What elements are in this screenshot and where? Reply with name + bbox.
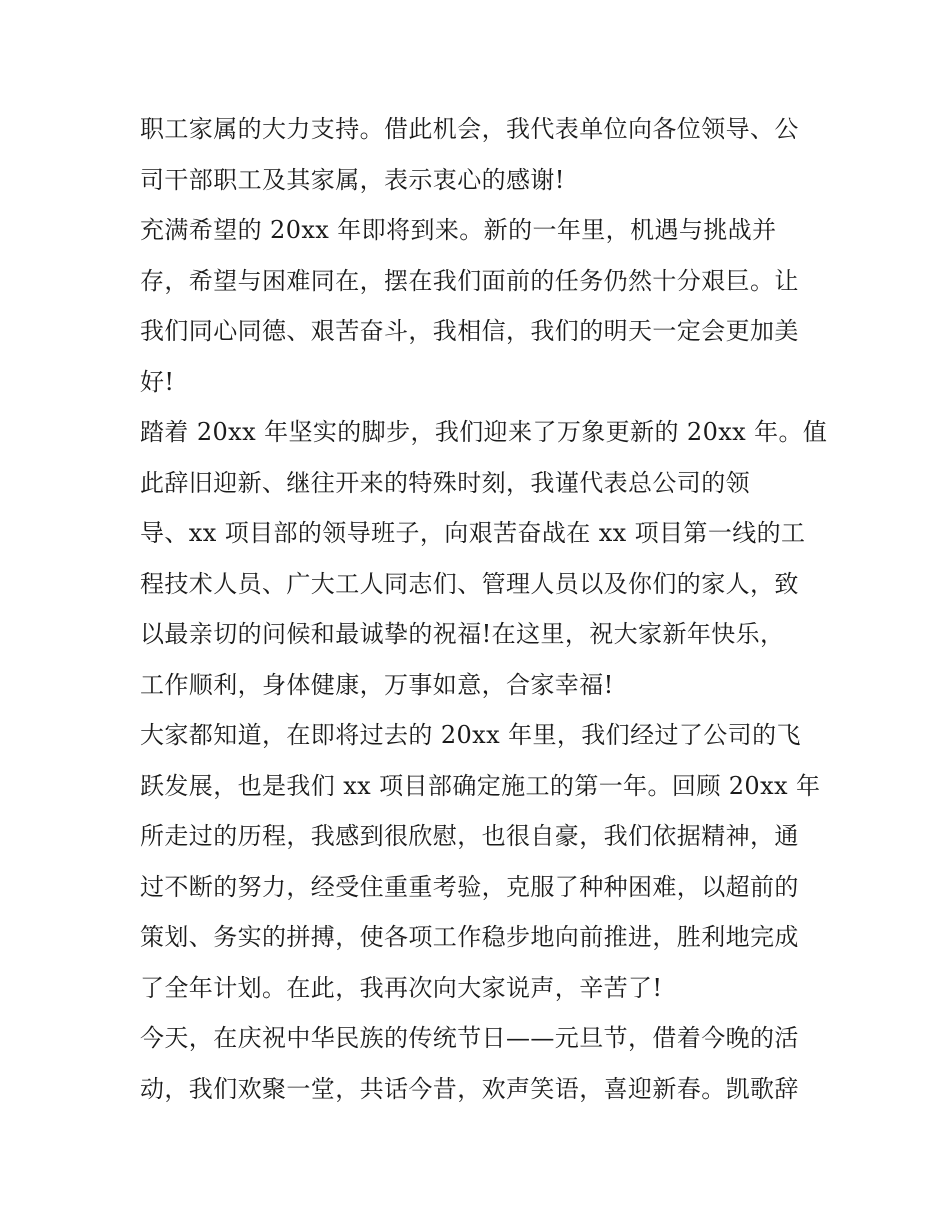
text-line: 踏着 20xx 年坚实的脚步，我们迎来了万象更新的 20xx 年。值 — [140, 418, 828, 446]
text-line: 职工家属的大力支持。借此机会，我代表单位向各位领导、公 — [140, 115, 799, 143]
text-line: 所走过的历程，我感到很欣慰，也很自豪，我们依据精神，通 — [140, 822, 799, 850]
text-line: 工作顺利，身体健康，万事如意，合家幸福! — [140, 670, 614, 699]
text-line: 今天，在庆祝中华民族的传统节日——元旦节，借着今晚的活 — [140, 1024, 799, 1052]
text-line: 策划、务实的拼搏，使各项工作稳步地向前推进，胜利地完成 — [140, 923, 799, 951]
text-line: 动，我们欢聚一堂，共话今昔，欢声笑语，喜迎新春。凯歌辞 — [140, 1074, 799, 1103]
text-line: 好! — [140, 367, 175, 396]
text-line: 司干部职工及其家属，表示衷心的感谢! — [140, 165, 565, 194]
text-line: 导、xx 项目部的领导班子，向艰苦奋战在 xx 项目第一线的工 — [140, 519, 806, 547]
text-line: 了全年计划。在此，我再次向大家说声，辛苦了! — [140, 973, 663, 1002]
text-line: 充满希望的 20xx 年即将到来。新的一年里，机遇与挑战并 — [140, 216, 777, 244]
text-line: 跃发展，也是我们 xx 项目部确定施工的第一年。回顾 20xx 年 — [140, 771, 821, 800]
text-line: 过不断的努力，经受住重重考验，克服了种种困难，以超前的 — [140, 872, 799, 901]
text-line: 大家都知道，在即将过去的 20xx 年里，我们经过了公司的飞 — [140, 721, 801, 749]
text-line: 存，希望与困难同在，摆在我们面前的任务仍然十分艰巨。让 — [140, 266, 799, 295]
text-line: 我们同心同德、艰苦奋斗，我相信，我们的明天一定会更加美 — [140, 317, 799, 345]
document-body — [140, 104, 828, 1114]
text-line: 程技术人员、广大工人同志们、管理人员以及你们的家人，致 — [140, 569, 799, 598]
text-line: 以最亲切的问候和最诚挚的祝福!在这里，祝大家新年快乐， — [140, 620, 785, 648]
text-line: 此辞旧迎新、继往开来的特殊时刻，我谨代表总公司的领 — [140, 468, 750, 497]
